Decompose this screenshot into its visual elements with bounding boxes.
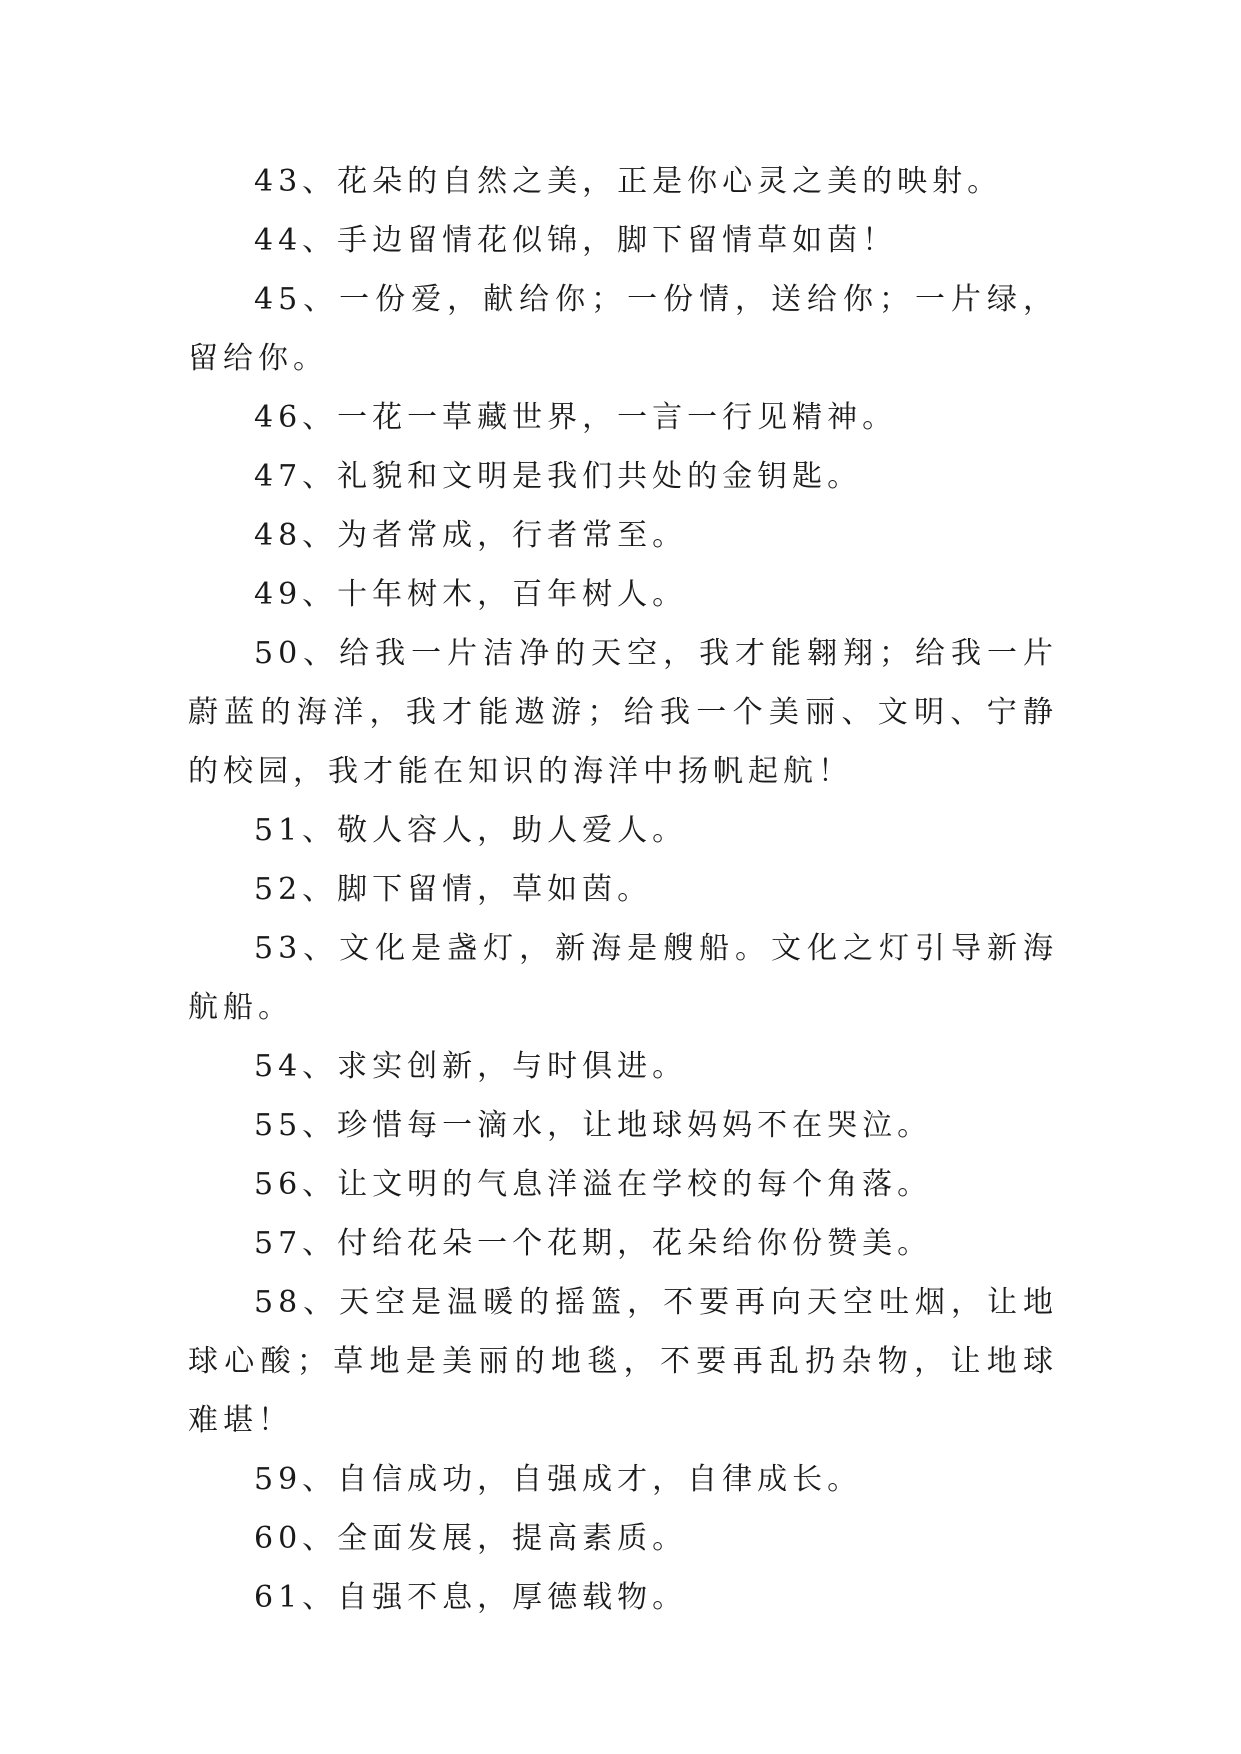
slogan-paragraph-47: 47、礼貌和文明是我们共处的金钥匙。 — [254, 459, 863, 494]
slogan-paragraph-61: 61、自强不息，厚德载物。 — [254, 1580, 688, 1615]
slogan-paragraph-58: 58、天空是温暖的摇篮，不要再向天空吐烟，让地球心酸；草地是美丽的地毯，不要再乱扔杂物，让地球难堪！ — [188, 1285, 1058, 1438]
slogan-paragraph-57: 57、付给花朵一个花期，花朵给你份赞美。 — [254, 1226, 933, 1261]
slogan-paragraph-43: 43、花朵的自然之美，正是你心灵之美的映射。 — [254, 164, 1003, 199]
slogan-paragraph-49: 49、十年树木，百年树人。 — [254, 577, 688, 612]
document-body — [188, 152, 1058, 1627]
slogan-paragraph-51: 51、敬人容人，助人爱人。 — [254, 813, 688, 848]
slogan-paragraph-46: 46、一花一草藏世界，一言一行见精神。 — [254, 400, 898, 435]
slogan-paragraph-50: 50、给我一片洁净的天空，我才能翱翔；给我一片蔚蓝的海洋，我才能遨游；给我一个美丽、文明、宁静的校园，我才能在知识的海洋中扬帆起航！ — [188, 636, 1058, 789]
slogan-paragraph-48: 48、为者常成，行者常至。 — [254, 518, 688, 553]
slogan-paragraph-59: 59、自信成功，自强成才，自律成长。 — [254, 1462, 863, 1497]
slogan-paragraph-52: 52、脚下留情，草如茵。 — [254, 872, 653, 907]
slogan-paragraph-45: 45、一份爱，献给你；一份情，送给你；一片绿，留给你。 — [188, 282, 1058, 376]
slogan-paragraph-56: 56、让文明的气息洋溢在学校的每个角落。 — [254, 1167, 933, 1202]
slogan-paragraph-53: 53、文化是盏灯，新海是艘船。文化之灯引导新海航船。 — [188, 931, 1058, 1025]
slogan-paragraph-60: 60、全面发展，提高素质。 — [254, 1521, 688, 1556]
slogan-paragraph-54: 54、求实创新，与时俱进。 — [254, 1049, 688, 1084]
slogan-paragraph-44: 44、手边留情花似锦，脚下留情草如茵！ — [254, 223, 898, 258]
slogan-paragraph-55: 55、珍惜每一滴水，让地球妈妈不在哭泣。 — [254, 1108, 933, 1143]
